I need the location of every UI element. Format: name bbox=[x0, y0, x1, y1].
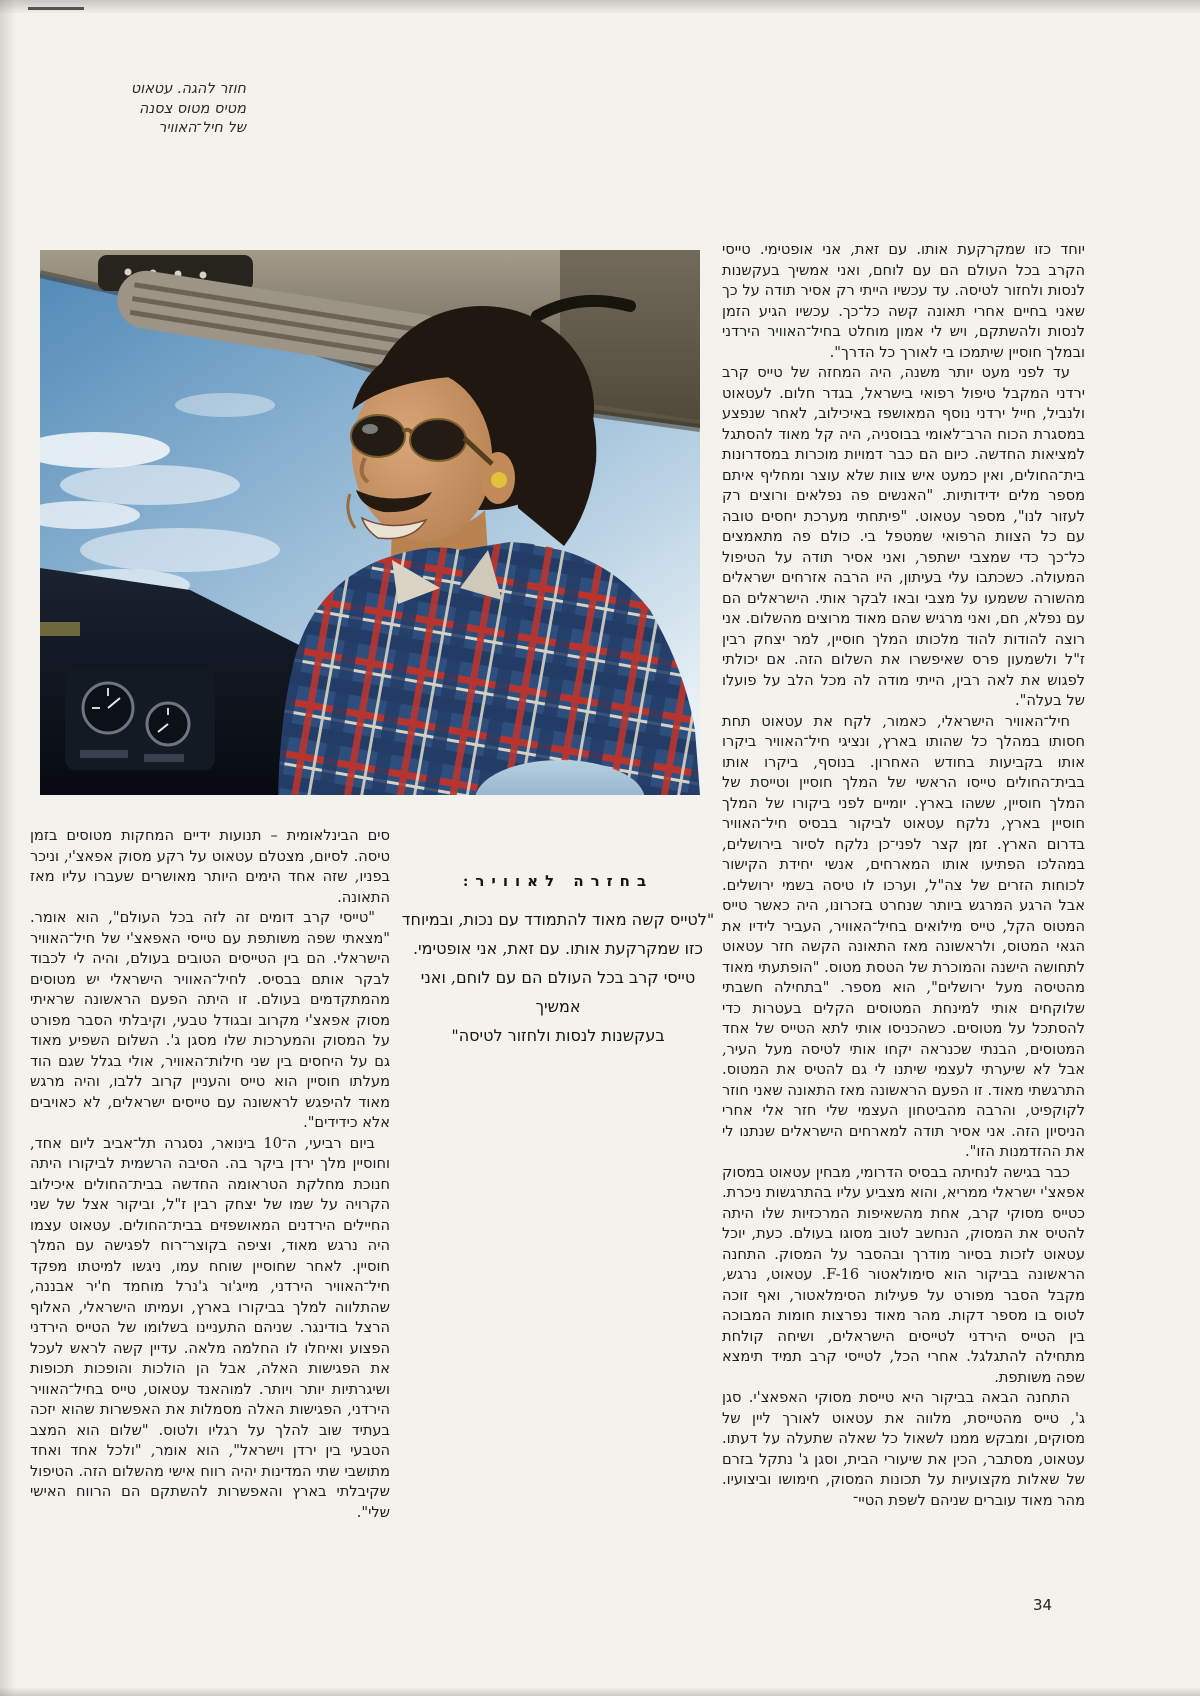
article-left-column bbox=[30, 826, 390, 1523]
article-paragraph: יוחד כזו שמקרקעת אותו. עם זאת, אני אופטימי. טייסי הקרב בכל העולם הם עם לוחם, ואני אמשיך בעקשנות לנסות ולחזור לטיסה. עד עכשיו הייתי רק אסיר תודה על כך שאני בחיים אחרי תאונה קשה כל־כך. עכשיו הגיע הזמן לנסות ולהשתקם, ויש לי אמון מוחלט בחיל־האוויר הירדני ובמלך חוסיין שיתמכו בי לאורך כל הדרך". bbox=[722, 241, 1085, 361]
pullquote-line: בעקשנות לנסות ולחזור לטיסה" bbox=[451, 1026, 665, 1045]
article-right-column bbox=[722, 240, 1085, 1511]
pullquote-line: טייסי קרב בכל העולם הם עם לוחם, ואני אמשיך bbox=[420, 968, 696, 1016]
pullquote-line: "לטייס קשה מאוד להתמודד עם נכות, ובמיוחד bbox=[401, 910, 715, 929]
cockpit-photo-illustration bbox=[40, 250, 700, 795]
pullquote-line: כזו שמקרקעת אותו. עם זאת, אני אופטימי. bbox=[412, 939, 704, 958]
scan-edge-top bbox=[0, 0, 1200, 13]
scan-edge-left bbox=[0, 0, 16, 1696]
article-paragraph: כבר בגישה לנחיתה בבסיס הדרומי, מבחין עטאוט במסוק אפאצ'י ישראלי ממריא, והוא מצביע עליו בהתרגשות ניכרת. כטייס מסוקי קרב, אחת מהשאיפות המרכזיות שלו היתה להטיס את המסוק, הנחשב לטוב מסוגו בעולם. כעת, יוכל עטאוט לזכות בסיור מודרך ובהסבר על המסוק. התחנה הראשונה בביקור הוא סימולאטור F-16. עטאוט, נרגש, מקבל הסבר מפורט על פעילות הסימלאטור, ואף זוכה לטוס בו מספר דקות. מהר מאוד נפרצות חומות המבוכה בין הטייס הירדני לטייסים הישראלים, ושיחה קולחת מתחילה להתגלגל. אחרי הכל, לטייסי קרב תמיד תימצא שפה משותפת. bbox=[722, 1163, 1085, 1386]
article-paragraph: סים הבינלאומית – תנועות ידיים המחקות מטוסים בזמן טיסה. לסיום, מצטלם עטאוט על רקע מסוק אפאצ'י, וניכר בפניו, שזה אחד הימים היותר מאושרים שעברו עליו מאז התאונה. bbox=[30, 827, 390, 906]
article-paragraph: עד לפני מעט יותר משנה, היה המחזה של טייס קרב ירדני המקבל טיפול רפואי בישראל, בגדר חלום. לעטאוט ולנביל, חייל ירדני נוסף המאושפז באיכילוב, לאחר שנפצע במסגרת הכוח הרב־לאומי בבוסניה, היה קל מאוד להסתגל למציאות החדשה. כיום הם כבר דמויות מוכרות במסדרונות בית־החולים, ואין כמעט איש צוות שלא עוצר ומחליף איתם מספר מלים ידידותיות. "האנשים פה נפלאים ורוצים רק לעזור לנו", מספר עטאוט. "פיתחתי מערכת יחסים טובה עם כל הצוות הרפואי שמטפל בי. כולם פה מתאמצים כל־כך כדי שמצבי ישתפר, ואני אסיר תודה על הטיפול המעולה. כשכתבו עלי בעיתון, היו הרבה אזרחים ישראלים מהשורה ששמעו על מצבי ובאו לבקר אותי. הישראלים הם עם נפלא, חם, ואני מרגיש שהם מאוד מרוצים מהשלום. אני רוצה להודות להוד מלכותו המלך חוסיין, למר יצחק רבין ז"ל ולשמעון פרס שאיפשרו את השלום הזה. אם יכולתי לפגוש את לאה רבין, הייתי מודה לה מכל הלב על פועלו של בעלה". bbox=[722, 364, 1085, 709]
article-paragraph: "טייסי קרב דומים זה לזה בכל העולם", הוא אומר. "מצאתי שפה משותפת עם טייסי האפאצ'י של חיל־האוויר הישראלי. הם בין הטייסים הטובים בעולם, והיה לי לכבוד לבקר אותם בבסיס. לחיל־האוויר הישראלי יש מטוסים מהמתקדמים בעולם. זו היתה הפעם הראשונה שראיתי מסוק אפאצ'י מקרוב ובגודל טבעי, וקיבלתי הסבר מפורט על המסוק והמערכות שלו מסגן ג'. השלום השפיע מאוד גם על היחסים בין שני חילות־האוויר, אולי בגלל שגם הוד מעלתו חוסיין הוא טייס והעניין קרוב ללבו, והיה מרגש מאוד להיפגש לראשונה עם טייסים ישראלים, לא כאויבים אלא כידידים". bbox=[30, 909, 390, 1131]
article-paragraph: התחנה הבאה בביקור היא טייסת מסוקי האפאצ'י. סגן ג', טייס מהטייסת, מלווה את עטאוט לאורך ליין של מסוקים, ומבקש ממנו לשאול כל שאלה שתעלה על דעתו. עטאוט, מסתבר, הכין את שיעורי הבית, וסגן ג' נתקל בזרם של שאלות מקצועיות על תכונות המסוק, חימושו וביצועיו. מהר מאוד עוברים שניהם לשפת הטיי־ bbox=[722, 1389, 1085, 1509]
scan-mark bbox=[28, 7, 84, 10]
pullquote-heading: בחזרה לאוויר: bbox=[462, 872, 654, 890]
cockpit-photo bbox=[40, 250, 700, 795]
pullquote bbox=[398, 872, 718, 1050]
photo-caption-line: מטיס מטוס צסנה bbox=[138, 100, 246, 117]
page-number: 34 bbox=[1033, 1596, 1053, 1614]
scan-edge-bottom bbox=[0, 1687, 1200, 1696]
article-paragraph: חיל־האוויר הישראלי, כאמור, לקח את עטאוט תחת חסותו במהלך כל שהותו בארץ, ונציגי חיל־האוויר ביקרו אותו בקביעות בחודש האחרון. בנוסף, ביקרו אותו בבית־החולים טייסו הראשי של המלך חוסיין וטייסת של המלך חוסיין, ששהו בארץ. יומיים לפני ביקורו של המלך חוסיין בארץ, נלקח עטאוט לביקור בבסיס חיל־האוויר בדרום הארץ. זמן קצר לפני־כן נלקח לסיור בירושלים, במהלכו הפתיעו אותו המארחים, אנשי יחידת הקישור לכוחות הזרים של צה"ל, וערכו לו טיסה בשמי ירושלים. אבל הרגע המרגש ביותר שנחרט בזכרונו, היה כאשר טייס המטוס הקל, טייס מילואים בחיל־האוויר, העביר לידיו את הגאי המטוס, ולראשונה מאז התאונה הקשה חזר עטאוט לתחושה הישנה והמוכרת של הטסת מטוס. "הופתעתי מאוד מהטיסה מעל ירושלים", הוא מספר. "בתחילה חשבתי שלוקחים אותי למינחת המטוסים הקלים בעטרות כדי להסתכל על מטוסים. כשהכניסו אותי לתא הטייס של אחד המטוסים, הבנתי שכנראה יקחו אותי לטיסה מעל העיר, אבל לא שיערתי לעצמי שיתנו לי גם להטיס את המטוס. התרגשתי מאוד. זו הפעם הראשונה מאז התאונה שאני חוזר לקוקפיט, והרבה מהביטחון העצמי שלי חזר אלי אחרי הניסיון הזה. אני אסיר תודה למארחים הישראלים שנתנו לי את ההזדמנות הזו". bbox=[722, 712, 1085, 1160]
photo-caption-line: של חיל־האוויר bbox=[158, 120, 246, 136]
article-paragraph: ביום רביעי, ה־10 בינואר, נסגרה תל־אביב ליום אחד, וחוסיין מלך ירדן ביקר בה. הסיבה הרשמית לביקורו היתה חנוכת מחלקת הטראומה החדשה בבית־החולים איכילוב הקרויה על שמו של יצחק רבין ז"ל, וביקור אצל של שני החיילים הירדנים המאושפזים בבית־החולים. עטאוט עצמו היה נרגש מאוד, וציפה בקוצר־רוח לפגישה עם המלך חוסיין. לאחר שחוסיין שוחח עמו, ניגשו למיטתו מפקד חיל־האוויר הירדני, מייג'ור ג'נרל מוחמד ח'יר אבננה, שהתלווה למלך בביקורו בארץ, ועמיתו הישראלי, האלוף הרצל בודינגר. שניהם התעניינו בשלומו של הטייס הירדני הפצוע ואיחלו לו החלמה מלאה. עדיין קשה לראש לעכל את הפגישות האלה, אבל הן הולכות והופכות תכופות ושיגרתיות יותר ויותר. למוהאנד עטאוט, טייס בחיל־האוויר הירדני, הפגישות האלה מסמלות את האפשרות שהוא יזכה בעתיד שוב להלך על רגליו ולטוס. "שלום הוא המצב הטבעי בין ירדן וישראל", הוא אומר, "ולכל אחד ואחד מתושבי שתי המדינות יהיה רווח אישי מהשלום הזה. הטיפול שקיבלתי בארץ והאפשרות להשתקם הם הרווח האישי שלי". bbox=[30, 1134, 390, 1521]
photo-caption-line: חוזר להגה. עטאוט bbox=[130, 81, 246, 97]
photo-caption bbox=[58, 80, 246, 139]
